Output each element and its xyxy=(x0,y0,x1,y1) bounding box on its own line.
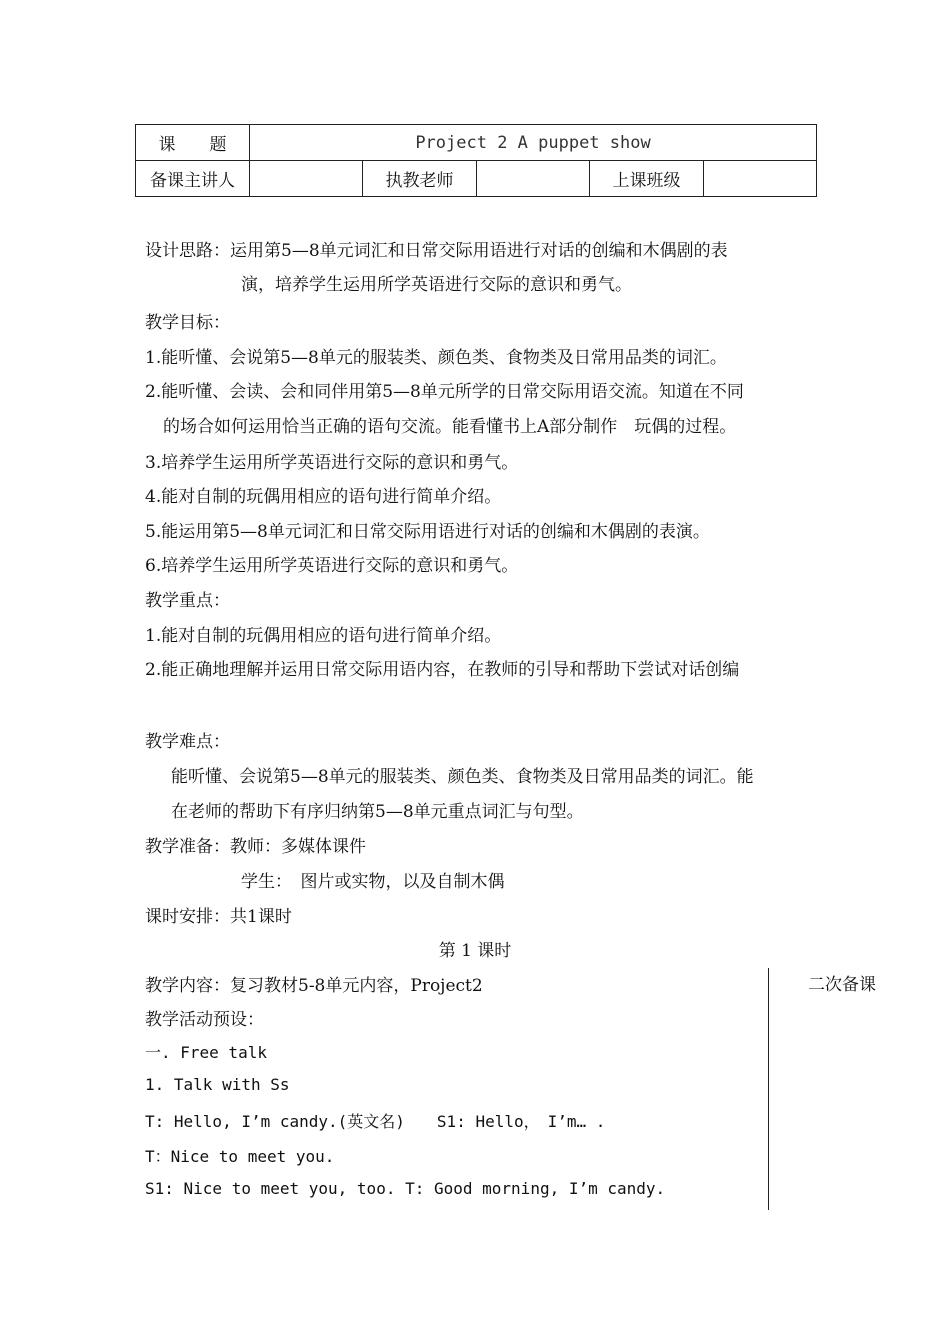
difficulty-line-1: 能听懂、会说第5—8单元的服装类、颜色类、食物类及日常用品类的词汇。能 xyxy=(171,767,754,787)
class-label: 上课班级 xyxy=(590,161,704,197)
objective-1: 1.能听懂、会说第5—8单元的服装类、颜色类、食物类及日常用品类的词汇。 xyxy=(145,348,727,368)
lesson-title: 第 1 课时 xyxy=(438,941,512,961)
dialog-line-2: T：Nice to meet you. xyxy=(145,1147,335,1166)
design-line-1: 设计思路：运用第5—8单元词汇和日常交际用语进行对话的创编和木偶剧的表 xyxy=(145,241,728,261)
difficulty-line-2: 在老师的帮助下有序归纳第5—8单元重点词汇与句型。 xyxy=(171,802,584,822)
teacher-label: 执教老师 xyxy=(363,161,477,197)
key-point-1: 1.能对自制的玩偶用相应的语句进行简单介绍。 xyxy=(145,626,502,646)
class-value xyxy=(704,161,817,197)
topic-value: Project 2 A puppet show xyxy=(250,125,817,161)
lesson-header-table xyxy=(135,124,817,197)
activities-heading: 教学活动预设： xyxy=(145,1010,264,1030)
objectives-heading: 教学目标： xyxy=(145,313,230,333)
teacher-value xyxy=(477,161,590,197)
schedule: 课时安排：共1课时 xyxy=(145,907,292,927)
objective-3: 3.培养学生运用所学英语进行交际的意识和勇气。 xyxy=(145,453,519,473)
staff-row xyxy=(136,161,817,197)
design-line-2: 演，培养学生运用所学英语进行交际的意识和勇气。 xyxy=(241,275,632,295)
dialog-line-3: S1: Nice to meet you, too. T: Good morning, I’m candy. xyxy=(145,1179,666,1198)
preparation-teacher: 教学准备：教师：多媒体课件 xyxy=(145,837,366,857)
side-note-revision: 二次备课 xyxy=(808,975,876,995)
objective-2b: 的场合如何运用恰当正确的语句交流。能看懂书上A部分制作 玩偶的过程。 xyxy=(163,417,737,437)
dialog-line-1: T: Hello, I’m candy.(英文名) S1: Hello， I’m… . xyxy=(145,1112,606,1131)
teaching-content: 教学内容：复习教材5-8单元内容，Project2 xyxy=(145,976,483,996)
key-points-heading: 教学重点： xyxy=(145,591,230,611)
objective-2a: 2.能听懂、会读、会和同伴用第5—8单元所学的日常交际用语交流。知道在不同 xyxy=(145,382,744,402)
lead-teacher-label: 备课主讲人 xyxy=(136,161,250,197)
lead-teacher-value xyxy=(250,161,363,197)
topic-label: 课 题 xyxy=(136,125,250,161)
topic-row xyxy=(136,125,817,161)
talk-with-ss: 1. Talk with Ss xyxy=(145,1075,290,1094)
free-talk-heading: 一. Free talk xyxy=(145,1043,267,1062)
objective-5: 5.能运用第5—8单元词汇和日常交际用语进行对话的创编和木偶剧的表演。 xyxy=(145,522,710,542)
column-divider xyxy=(768,968,769,1210)
key-point-2: 2.能正确地理解并运用日常交际用语内容，在教师的引导和帮助下尝试对话创编 xyxy=(145,660,740,680)
difficulties-heading: 教学难点： xyxy=(145,732,230,752)
objective-6: 6.培养学生运用所学英语进行交际的意识和勇气。 xyxy=(145,556,519,576)
objective-4: 4.能对自制的玩偶用相应的语句进行简单介绍。 xyxy=(145,487,502,507)
preparation-students: 学生： 图片或实物，以及自制木偶 xyxy=(241,872,505,892)
